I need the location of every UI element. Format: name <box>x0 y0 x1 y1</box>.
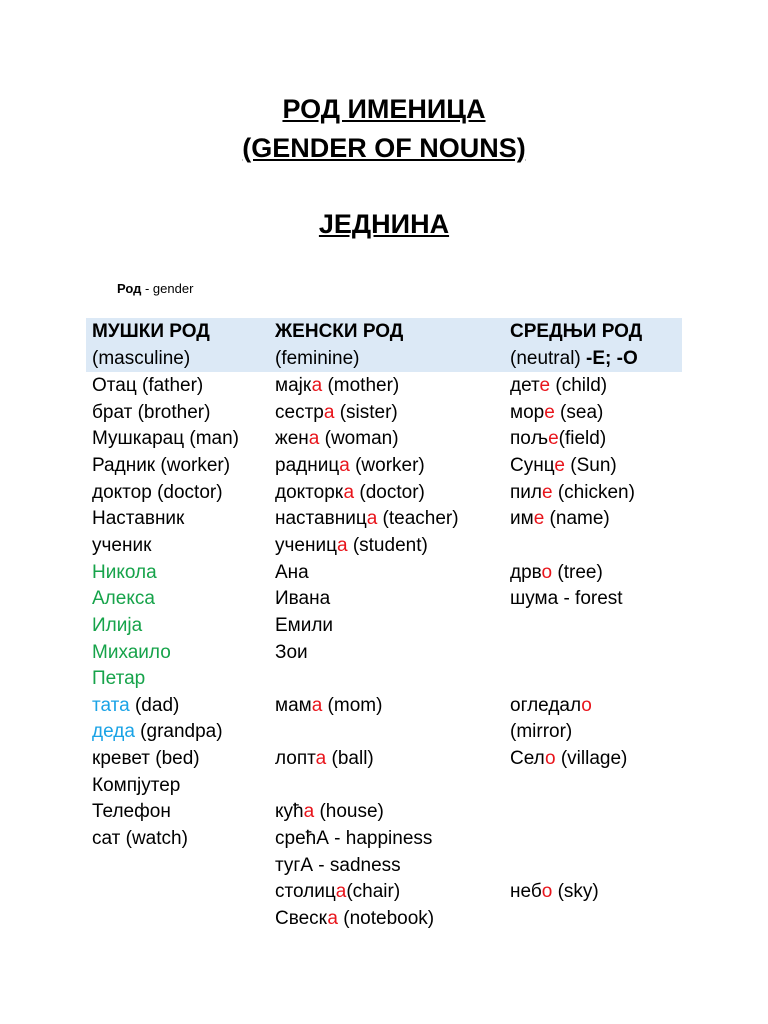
noun-text: Илија <box>92 614 143 636</box>
noun-text: Петар <box>92 668 146 690</box>
noun-text: им <box>510 508 534 530</box>
feminine-noun <box>275 693 382 720</box>
feminine-noun <box>275 799 384 826</box>
noun-text: Никола <box>92 561 157 583</box>
neutral-noun <box>510 746 627 773</box>
noun-ending: а <box>311 375 323 396</box>
noun-text: дрв <box>510 561 542 583</box>
noun-text: сестр <box>275 401 324 423</box>
noun-text: шума - forest <box>510 588 623 610</box>
noun-text: (sea) <box>554 401 604 423</box>
masculine-noun <box>92 400 210 427</box>
noun-ending: о <box>581 694 592 716</box>
noun-ending: а <box>308 428 320 450</box>
noun-text: огледал <box>510 694 582 716</box>
noun-text: лопт <box>275 748 316 770</box>
noun-text: пољ <box>510 428 549 450</box>
feminine-noun <box>275 879 400 906</box>
noun-text: деда <box>92 721 135 743</box>
header-neutral-sub-text: (neutral) <box>510 348 587 369</box>
neutral-noun <box>510 560 603 587</box>
noun-text: пил <box>510 481 542 503</box>
noun-text: (student) <box>347 534 428 556</box>
header-neutral: СРЕДЊИ РОД <box>510 321 643 342</box>
noun-ending: а <box>327 908 338 929</box>
noun-text: Сел <box>510 748 545 770</box>
noun-text: ученик <box>92 534 152 556</box>
noun-text: Наставник <box>92 508 185 530</box>
noun-text: (mother) <box>322 375 400 396</box>
noun-text: жен <box>275 428 309 450</box>
noun-text: Телефон <box>92 801 171 823</box>
noun-ending: а <box>343 481 355 503</box>
noun-text: Михаило <box>92 641 171 663</box>
noun-text: (Sun) <box>564 454 617 476</box>
noun-text: неб <box>510 881 542 903</box>
noun-text: (worker) <box>349 454 425 476</box>
feminine-noun <box>275 480 425 507</box>
noun-text: сат (watch) <box>92 828 188 850</box>
noun-text: (name) <box>544 508 610 530</box>
masculine-noun <box>92 799 171 826</box>
noun-ending: о <box>541 561 553 583</box>
masculine-noun <box>92 533 151 560</box>
legend-note <box>117 281 193 296</box>
noun-text: Радник (worker) <box>92 454 231 476</box>
masculine-noun <box>92 480 223 507</box>
noun-text: тугА - sadness <box>275 854 401 876</box>
noun-text: докторк <box>275 481 344 503</box>
neutral-noun <box>510 453 617 480</box>
header-masculine: МУШКИ РОД <box>92 321 210 342</box>
neutral-noun <box>510 586 623 613</box>
noun-text: (village) <box>555 748 628 770</box>
noun-text: мајк <box>275 375 312 396</box>
masculine-noun <box>92 773 180 800</box>
noun-text: тата <box>92 694 130 716</box>
feminine-noun <box>275 506 459 533</box>
masculine-noun <box>92 693 179 720</box>
noun-ending: е <box>539 375 551 396</box>
noun-ending: о <box>544 748 556 770</box>
noun-text: учениц <box>275 534 337 556</box>
noun-text: Свеск <box>275 908 328 929</box>
masculine-noun <box>92 506 184 533</box>
noun-text: (field) <box>558 428 607 450</box>
noun-text: Мушкарац (man) <box>92 428 239 450</box>
noun-text: (sister) <box>334 401 398 423</box>
masculine-noun <box>92 373 203 400</box>
neutral-noun <box>510 506 610 533</box>
noun-text: кревет (bed) <box>92 748 200 770</box>
noun-ending: е <box>533 508 545 530</box>
noun-text: Ана <box>275 561 309 583</box>
noun-text: столиц <box>275 881 336 903</box>
feminine-noun <box>275 586 330 613</box>
masculine-noun <box>92 560 157 587</box>
noun-ending: е <box>544 401 555 423</box>
masculine-noun <box>92 666 145 693</box>
masculine-noun <box>92 426 239 453</box>
header-masculine-sub: (masculine) <box>92 348 191 369</box>
noun-text: (chicken) <box>552 481 635 503</box>
noun-text: Сунц <box>510 454 555 476</box>
noun-text: Алекса <box>92 588 155 610</box>
noun-ending: а <box>339 454 350 476</box>
noun-text: (house) <box>314 801 384 823</box>
noun-text: (child) <box>550 375 608 396</box>
noun-text: Емили <box>275 614 334 636</box>
noun-text: (doctor) <box>354 481 425 503</box>
noun-ending: а <box>335 881 347 903</box>
noun-ending: а <box>336 534 348 556</box>
neutral-noun <box>510 400 603 427</box>
noun-text: (dad) <box>129 694 180 716</box>
noun-text: Ивана <box>275 588 331 610</box>
neutral-noun <box>510 480 635 507</box>
noun-text: мам <box>275 694 312 716</box>
feminine-noun <box>275 853 401 880</box>
masculine-noun <box>92 826 188 853</box>
header-neutral-sub <box>510 346 638 373</box>
noun-ending: о <box>541 881 553 903</box>
noun-text: Зои <box>275 641 308 663</box>
feminine-noun <box>275 533 428 560</box>
noun-text: брат (brother) <box>92 401 211 423</box>
noun-text: Компјутер <box>92 774 181 796</box>
neutral-noun <box>510 373 607 400</box>
page-subtitle: (GENDER OF NOUNS) <box>242 133 526 163</box>
noun-text: (ball) <box>326 748 374 770</box>
masculine-noun <box>92 746 200 773</box>
noun-text: (chair) <box>346 881 401 903</box>
header-feminine: ЖЕНСКИ РОД <box>275 321 404 342</box>
masculine-noun <box>92 586 155 613</box>
page-title: РОД ИМЕНИЦА <box>282 94 486 124</box>
noun-ending: а <box>303 801 315 823</box>
feminine-noun <box>275 400 398 427</box>
noun-ending: а <box>311 694 323 716</box>
noun-text: (woman) <box>319 428 399 450</box>
noun-text: срећА - happiness <box>275 828 433 850</box>
noun-text: (teacher) <box>377 508 459 530</box>
noun-text: (grandpa) <box>134 721 223 743</box>
noun-text: (mirror) <box>510 721 573 743</box>
feminine-noun <box>275 613 333 640</box>
feminine-noun <box>275 453 425 480</box>
feminine-noun <box>275 906 434 933</box>
noun-ending: е <box>542 481 553 503</box>
header-feminine-sub: (feminine) <box>275 348 360 369</box>
masculine-noun <box>92 453 230 480</box>
feminine-noun <box>275 426 399 453</box>
note-term: Род <box>117 281 142 296</box>
feminine-noun <box>275 640 308 667</box>
masculine-noun <box>92 719 223 746</box>
noun-ending: а <box>366 508 378 530</box>
neutral-noun <box>510 693 592 720</box>
neutral-noun <box>510 719 572 746</box>
noun-text: Отац (father) <box>92 375 204 396</box>
noun-text: мор <box>510 401 545 423</box>
feminine-noun <box>275 826 432 853</box>
noun-ending: а <box>323 401 335 423</box>
noun-ending: е <box>554 454 565 476</box>
noun-text: радниц <box>275 454 340 476</box>
noun-text: наставниц <box>275 508 367 530</box>
feminine-noun <box>275 746 374 773</box>
feminine-noun <box>275 560 309 587</box>
masculine-noun <box>92 613 142 640</box>
noun-text: дет <box>510 375 540 396</box>
section-heading: ЈЕДНИНА <box>318 209 450 239</box>
noun-ending: а <box>315 748 327 770</box>
feminine-noun <box>275 373 399 400</box>
masculine-noun <box>92 640 171 667</box>
header-neutral-endings: -E; -O <box>586 348 638 369</box>
noun-ending: е <box>548 428 559 450</box>
noun-text: (mom) <box>322 694 383 716</box>
noun-text: (notebook) <box>337 908 435 929</box>
noun-text: (tree) <box>552 561 603 583</box>
neutral-noun <box>510 426 606 453</box>
noun-text: кућ <box>275 801 304 823</box>
noun-text: доктор (doctor) <box>92 481 223 503</box>
note-text: - gender <box>141 281 194 296</box>
noun-text: (sky) <box>552 881 599 903</box>
neutral-noun <box>510 879 599 906</box>
